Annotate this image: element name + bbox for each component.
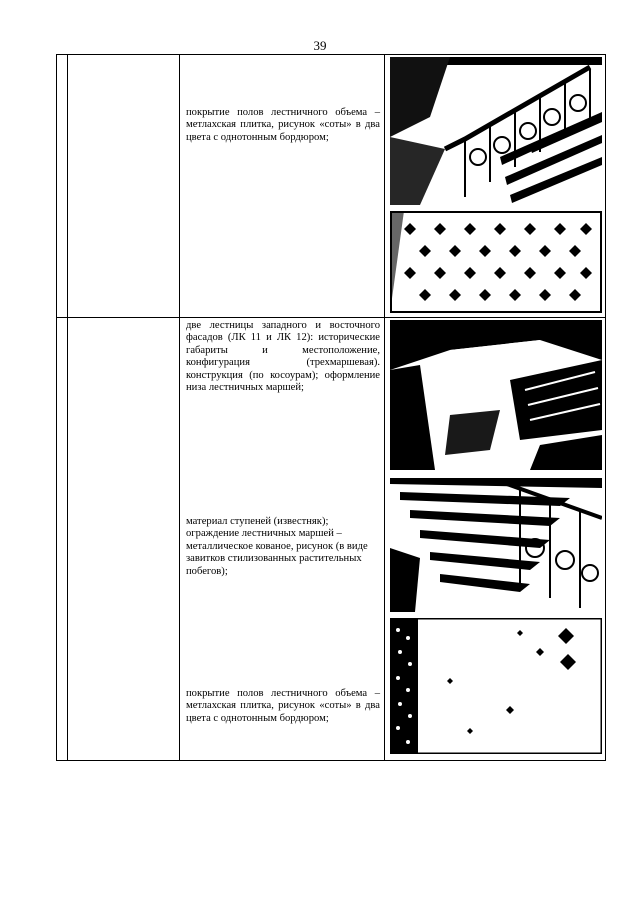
number-cell	[57, 318, 68, 761]
staircase-railing-photo	[390, 57, 602, 205]
monument-features-table	[56, 54, 606, 761]
table-row	[57, 55, 606, 318]
name-cell	[68, 55, 180, 318]
description-cell	[180, 55, 385, 318]
page-number: 39	[313, 38, 327, 53]
photo-cell	[385, 318, 606, 761]
description-text: покрытие полов лестничного объема – метлахская плитка, рисунок «соты» в два цвета с однотонным бордюром;	[186, 107, 380, 143]
floor-tile-photo	[390, 211, 602, 313]
floor-tile-border-photo	[390, 618, 602, 754]
staircase-underside-photo	[390, 320, 602, 470]
description-text: покрытие полов лестничного объема – метлахская плитка, рисунок «соты» в два цвета с однотонным бордюром;	[186, 688, 380, 724]
table-row	[57, 318, 606, 761]
description-cell	[180, 318, 385, 761]
description-text: две лестницы западного и восточного фасадов (ЛК 11 и ЛК 12): исторические габариты и местоположение, конфигурация (трехмаршевая). конструкция (по косоурам); оформление низа лестничных маршей;	[186, 320, 380, 394]
name-cell	[68, 318, 180, 761]
number-cell	[57, 55, 68, 318]
staircase-steps-photo	[390, 478, 602, 612]
description-text: материал ступеней (известняк); ограждение лестничных маршей – металлическое кованое, рисунок (в виде завитков стилизованных растительных побегов);	[186, 516, 368, 577]
photo-cell	[385, 55, 606, 318]
